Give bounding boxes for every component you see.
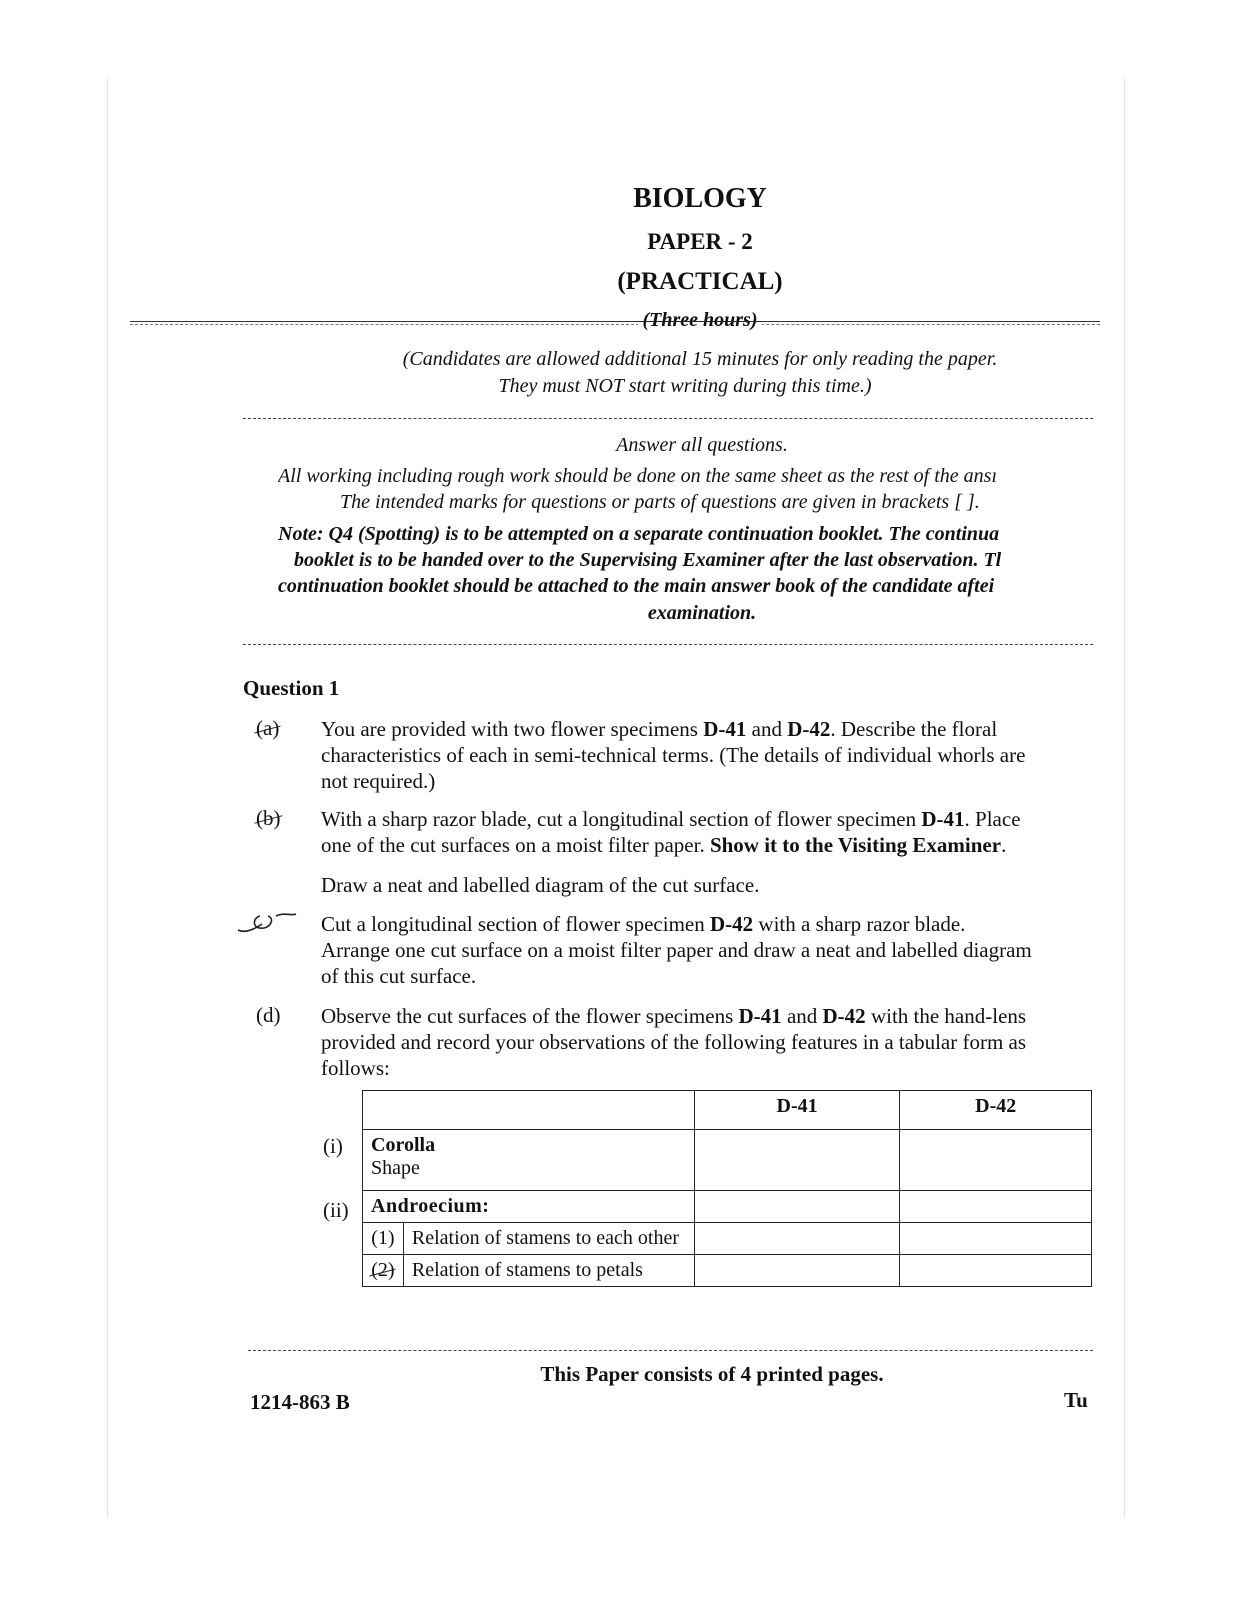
turn-over: Tu — [1064, 1388, 1088, 1412]
part-c-label — [256, 911, 279, 936]
part-b-text: With a sharp razor blade, cut a longitudinal section of flower specimen D-41. Place one of the cut surfaces on a moist filter paper. Show it to the Visiting Examiner. Draw a neat and labelled diagram of the cut surface. — [321, 807, 1021, 897]
part-b-label-text: (b) — [256, 806, 281, 830]
note-line2: booklet is to be handed over to the Supervising Examiner after the last observation. Tl — [294, 549, 1002, 571]
table-row-androecium — [363, 1191, 1092, 1223]
part-a-label — [256, 716, 279, 741]
sub2-d41-cell[interactable] — [694, 1255, 900, 1287]
paper-number: PAPER - 2 — [647, 229, 753, 254]
table-header-row — [363, 1091, 1092, 1130]
answer-all: Answer all questions. — [616, 434, 788, 456]
androecium-title: Androecium: — [363, 1191, 695, 1223]
duration — [0, 309, 1236, 332]
table-row-corolla — [363, 1130, 1092, 1191]
corolla-shape: Shape — [371, 1157, 420, 1179]
sub1-number: (1) — [363, 1223, 404, 1255]
question-heading: Question 1 — [243, 676, 340, 700]
divider-2 — [243, 644, 1093, 645]
sub2-number — [363, 1255, 404, 1287]
androecium-d41-cell — [694, 1191, 900, 1223]
corolla-title: Corolla — [371, 1134, 436, 1156]
marks-instruction: The intended marks for questions or parts of questions are given in brackets [ ]. — [340, 491, 980, 513]
observation-table — [362, 1090, 1092, 1287]
duration-text: (Three hours) — [638, 309, 761, 331]
sub1-text: Relation of stamens to each other — [403, 1223, 694, 1255]
sub1-d41-cell[interactable] — [694, 1223, 900, 1255]
divider-1 — [243, 418, 1093, 419]
part-a-label-text: (a) — [256, 716, 280, 740]
sub1-d42-cell[interactable] — [900, 1223, 1092, 1255]
part-a-text: You are provided with two flower specimens D-41 and D-42. Describe the floral characteristics of each in semi-technical terms. (The details of individual whorls are not required.) — [321, 717, 1026, 793]
note-line3: continuation booklet should be attached to the main answer book of the candidate aftei — [278, 575, 995, 597]
part-d-text: Observe the cut surfaces of the flower specimens D-41 and D-42 with the hand-lens provided and record your observations of the following features in a tabular form as follows: — [321, 1004, 1027, 1080]
reading-time-line1: (Candidates are allowed additional 15 minutes for only reading the paper. — [402, 348, 998, 370]
working-instruction: All working including rough work should be done on the same sheet as the rest of the ansı — [278, 465, 998, 487]
part-c-text: Cut a longitudinal section of flower specimen D-42 with a sharp razor blade. Arrange one cut surface on a moist filter paper and draw a neat and labelled diagram of this cut surface. — [321, 912, 1032, 988]
corolla-d42-cell[interactable] — [900, 1130, 1092, 1191]
table-row-stamens-petals — [363, 1255, 1092, 1287]
table-row-stamens-each-other — [363, 1223, 1092, 1255]
header-d42: D-42 — [900, 1091, 1092, 1130]
divider-3 — [248, 1350, 1093, 1351]
part-d-label: (d) — [256, 1003, 281, 1027]
header-d41: D-41 — [694, 1091, 900, 1130]
corolla-cell — [363, 1130, 695, 1191]
paper-code: 1214-863 B — [250, 1390, 350, 1414]
corolla-d41-cell[interactable] — [694, 1130, 900, 1191]
row-i-number: (i) — [323, 1134, 343, 1158]
sub2-number-text: (2) — [371, 1259, 395, 1281]
row-ii-number: (ii) — [323, 1198, 349, 1222]
sub2-text: Relation of stamens to petals — [403, 1255, 694, 1287]
paper-type: (PRACTICAL) — [617, 268, 783, 295]
note-line1: Note: Q4 (Spotting) is to be attempted on a separate continuation booklet. The continua — [278, 523, 1000, 545]
part-b-label — [256, 806, 281, 831]
table-header-blank — [363, 1091, 695, 1130]
note-line4: examination. — [647, 602, 757, 624]
reading-time-line2: They must NOT start writing during this time.) — [498, 375, 872, 397]
subject-title: BIOLOGY — [633, 183, 767, 214]
androecium-d42-cell — [900, 1191, 1092, 1223]
sub2-d42-cell[interactable] — [900, 1255, 1092, 1287]
pages-note: This Paper consists of 4 printed pages. — [540, 1362, 884, 1386]
